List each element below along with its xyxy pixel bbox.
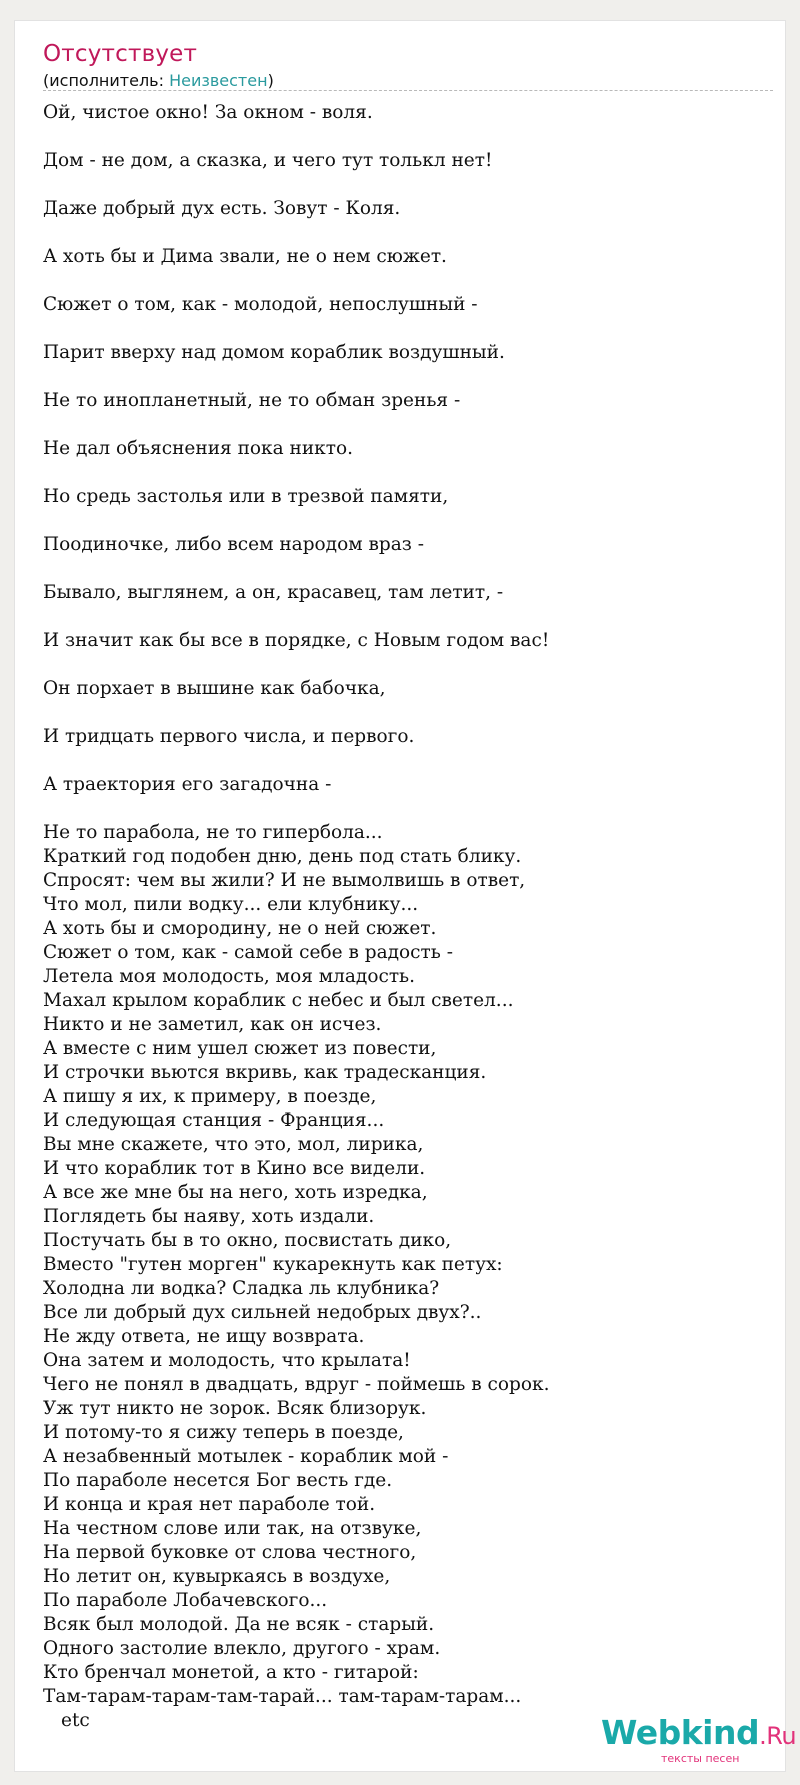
- lyric-line: Сюжет о том, как - молодой, непослушный -: [43, 294, 478, 315]
- lyric-line: А хоть бы и Дима звали, не о нем сюжет.: [43, 246, 447, 267]
- logo-tagline: тексты песен: [661, 1752, 740, 1765]
- lyric-line: И тридцать первого числа, и первого.: [43, 726, 415, 747]
- lyric-line: Дом - не дом, а сказка, и чего тут толькл нет!: [43, 150, 493, 171]
- lyric-line: Не то парабола, не то гипербола...: [43, 822, 383, 843]
- lyric-line: Парит вверху над домом кораблик воздушный.: [43, 342, 505, 363]
- lyric-line: По параболе несется Бог весть где.: [43, 1470, 393, 1491]
- artist-suffix: ): [267, 71, 274, 90]
- lyric-line: Он порхает в вышине как бабочка,: [43, 678, 386, 699]
- lyric-line: Но летит он, кувыркаясь в воздухе,: [43, 1566, 391, 1587]
- title-divider: [43, 90, 773, 91]
- lyric-line: Что мол, пили водку... ели клубнику...: [43, 894, 419, 915]
- lyric-line: А вместе с ним ушел сюжет из повести,: [43, 1038, 437, 1059]
- lyric-line: А незабвенный мотылек - кораблик мой -: [43, 1446, 449, 1467]
- lyric-line: Бывало, выглянем, а он, красавец, там летит, -: [43, 582, 504, 603]
- artist-line: [43, 71, 274, 90]
- lyric-line: Краткий год подобен дню, день под стать блику.: [43, 846, 522, 867]
- lyrics-spaced-block: [43, 101, 763, 797]
- song-title: Отсутствует: [43, 41, 198, 67]
- lyric-line: Одного застолие влекло, другого - храм.: [43, 1638, 441, 1659]
- lyric-line: И строчки вьются вкривь, как традесканция.: [43, 1062, 487, 1083]
- artist-prefix: (исполнитель:: [43, 71, 170, 90]
- lyric-line: Она затем и молодость, что крылата!: [43, 1350, 411, 1371]
- lyric-line: Холодна ли водка? Сладка ль клубника?: [43, 1278, 440, 1299]
- lyric-line: Никто и не заметил, как он исчез.: [43, 1014, 382, 1035]
- lyrics-text: [43, 101, 763, 1733]
- lyric-line: Постучать бы в то окно, посвистать дико,: [43, 1230, 452, 1251]
- lyric-line: И конца и края нет параболе той.: [43, 1494, 376, 1515]
- artist-link[interactable]: Неизвестен: [169, 71, 268, 90]
- lyric-line: И значит как бы все в порядке, с Новым годом вас!: [43, 630, 550, 651]
- lyric-line: Ой, чистое окно! За окном - воля.: [43, 102, 373, 123]
- lyric-line: Поодиночке, либо всем народом враз -: [43, 534, 424, 555]
- lyric-line: На первой буковке от слова честного,: [43, 1542, 417, 1563]
- lyric-line: Кто бренчал монетой, а кто - гитарой:: [43, 1662, 419, 1683]
- lyric-line: Чего не понял в двадцать, вдруг - поймешь в сорок.: [43, 1374, 550, 1395]
- lyric-line: Всяк был молодой. Да не всяк - старый.: [43, 1614, 435, 1635]
- lyric-line: Там-тарам-тарам-там-тарай... там-тарам-тарам...: [43, 1686, 522, 1707]
- lyric-line: Поглядеть бы наяву, хоть издали.: [43, 1206, 375, 1227]
- lyric-line: Уж тут никто не зорок. Всяк близорук.: [43, 1398, 427, 1419]
- lyric-line: И следующая станция - Франция...: [43, 1110, 385, 1131]
- lyric-line: Даже добрый дух есть. Зовут - Коля.: [43, 198, 401, 219]
- logo-brand: Webkind: [601, 1713, 760, 1752]
- lyrics-dense-block: [43, 821, 763, 1709]
- lyric-line: Не жду ответа, не ищу возврата.: [43, 1326, 365, 1347]
- lyric-line: Вы мне скажете, что это, мол, лирика,: [43, 1134, 424, 1155]
- lyric-line: По параболе Лобачевского...: [43, 1590, 328, 1611]
- lyric-line: Не то инопланетный, не то обман зренья -: [43, 390, 461, 411]
- lyric-line: На честном слове или так, на отзвуке,: [43, 1518, 422, 1539]
- lyric-line: Спросят: чем вы жили? И не вымолвишь в ответ,: [43, 870, 526, 891]
- webkind-logo[interactable]: [601, 1713, 797, 1771]
- lyric-line: Летела моя молодость, моя младость.: [43, 966, 416, 987]
- lyrics-card: [14, 20, 797, 1772]
- lyric-line: И потому-то я сижу теперь в поезде,: [43, 1422, 404, 1443]
- lyric-line: Махал крылом кораблик с небес и был светел...: [43, 990, 514, 1011]
- lyric-line: Но средь застолья или в трезвой памяти,: [43, 486, 449, 507]
- lyric-line: Все ли добрый дух сильней недобрых двух?..: [43, 1302, 482, 1323]
- lyric-line: Сюжет о том, как - самой себе в радость -: [43, 942, 453, 963]
- lyric-line: А хоть бы и смородину, не о ней сюжет.: [43, 918, 437, 939]
- lyric-line: А пишу я их, к примеру, в поезде,: [43, 1086, 377, 1107]
- lyric-line: И что кораблик тот в Кино все видели.: [43, 1158, 426, 1179]
- lyric-line: А траектория его загадочна -: [43, 774, 332, 795]
- lyric-line: Вместо "гутен морген" кукарекнуть как петух:: [43, 1254, 503, 1275]
- lyric-line: Не дал объяснения пока никто.: [43, 438, 354, 459]
- logo-wordmark: [601, 1713, 796, 1752]
- lyrics-ending: etc: [61, 1710, 90, 1731]
- lyric-line: А все же мне бы на него, хоть изредка,: [43, 1182, 428, 1203]
- logo-tld: .Ru: [759, 1722, 797, 1750]
